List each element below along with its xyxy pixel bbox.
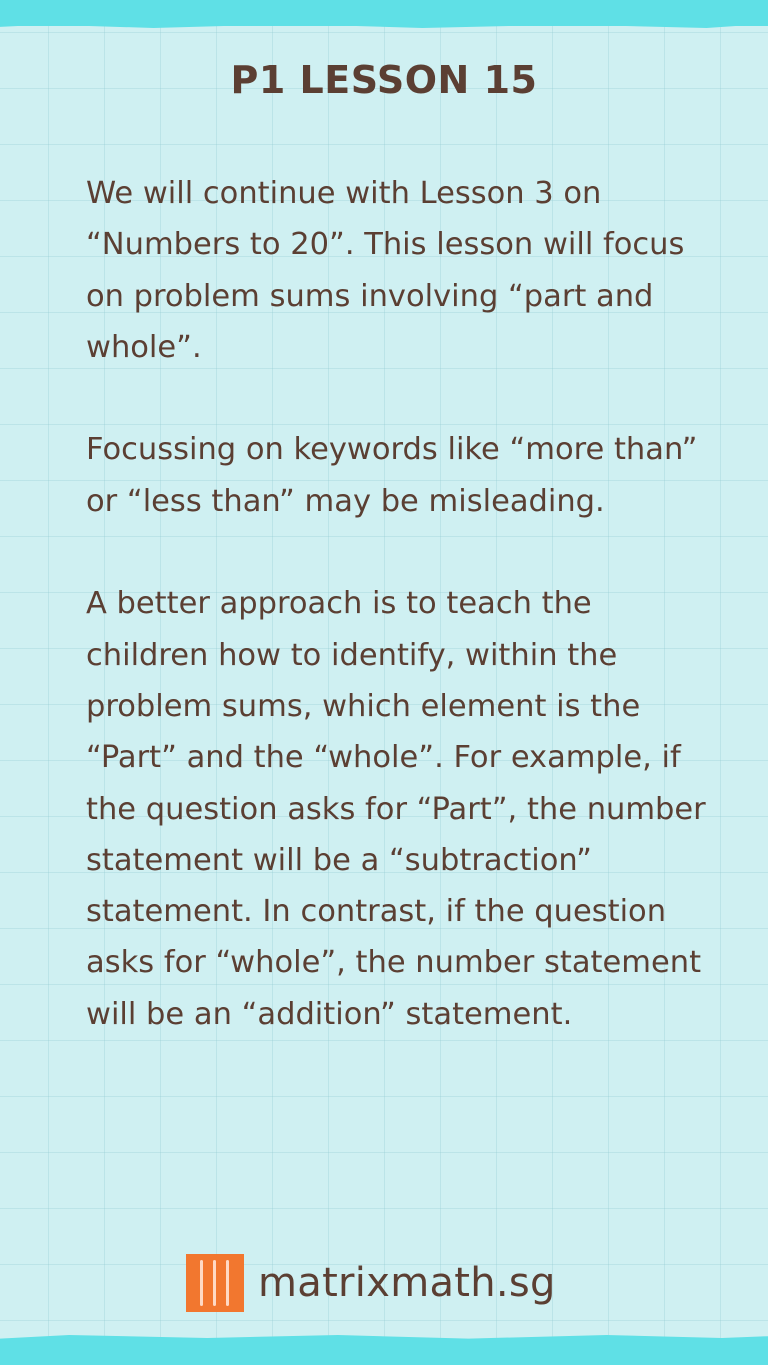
- brand-name: matrixmath.sg: [258, 1260, 556, 1306]
- paragraph-keywords: Focussing on keywords like “more than” or “less than” may be misleading.: [86, 432, 698, 519]
- matrixmath-logo-icon: [186, 1254, 244, 1312]
- top-border-band: [0, 0, 768, 28]
- paragraph-approach: A better approach is to teach the children how to identify, within the problem sums, which element is the “Part” and the “whole”. For example, if the question asks for “Part”, the number statement will be a “subtraction” statement. In contrast, if the question asks for “whole”, the number statement will be an “addition” statement.: [86, 586, 706, 1032]
- footer-brand: [186, 1252, 556, 1314]
- page-title: P1 LESSON 15: [230, 58, 538, 102]
- paragraph-intro: We will continue with Lesson 3 on “Numbers to 20”. This lesson will focus on problem sums involving “part and whole”.: [86, 176, 685, 365]
- bottom-border-band: [0, 1335, 768, 1365]
- lesson-body: [86, 168, 706, 1091]
